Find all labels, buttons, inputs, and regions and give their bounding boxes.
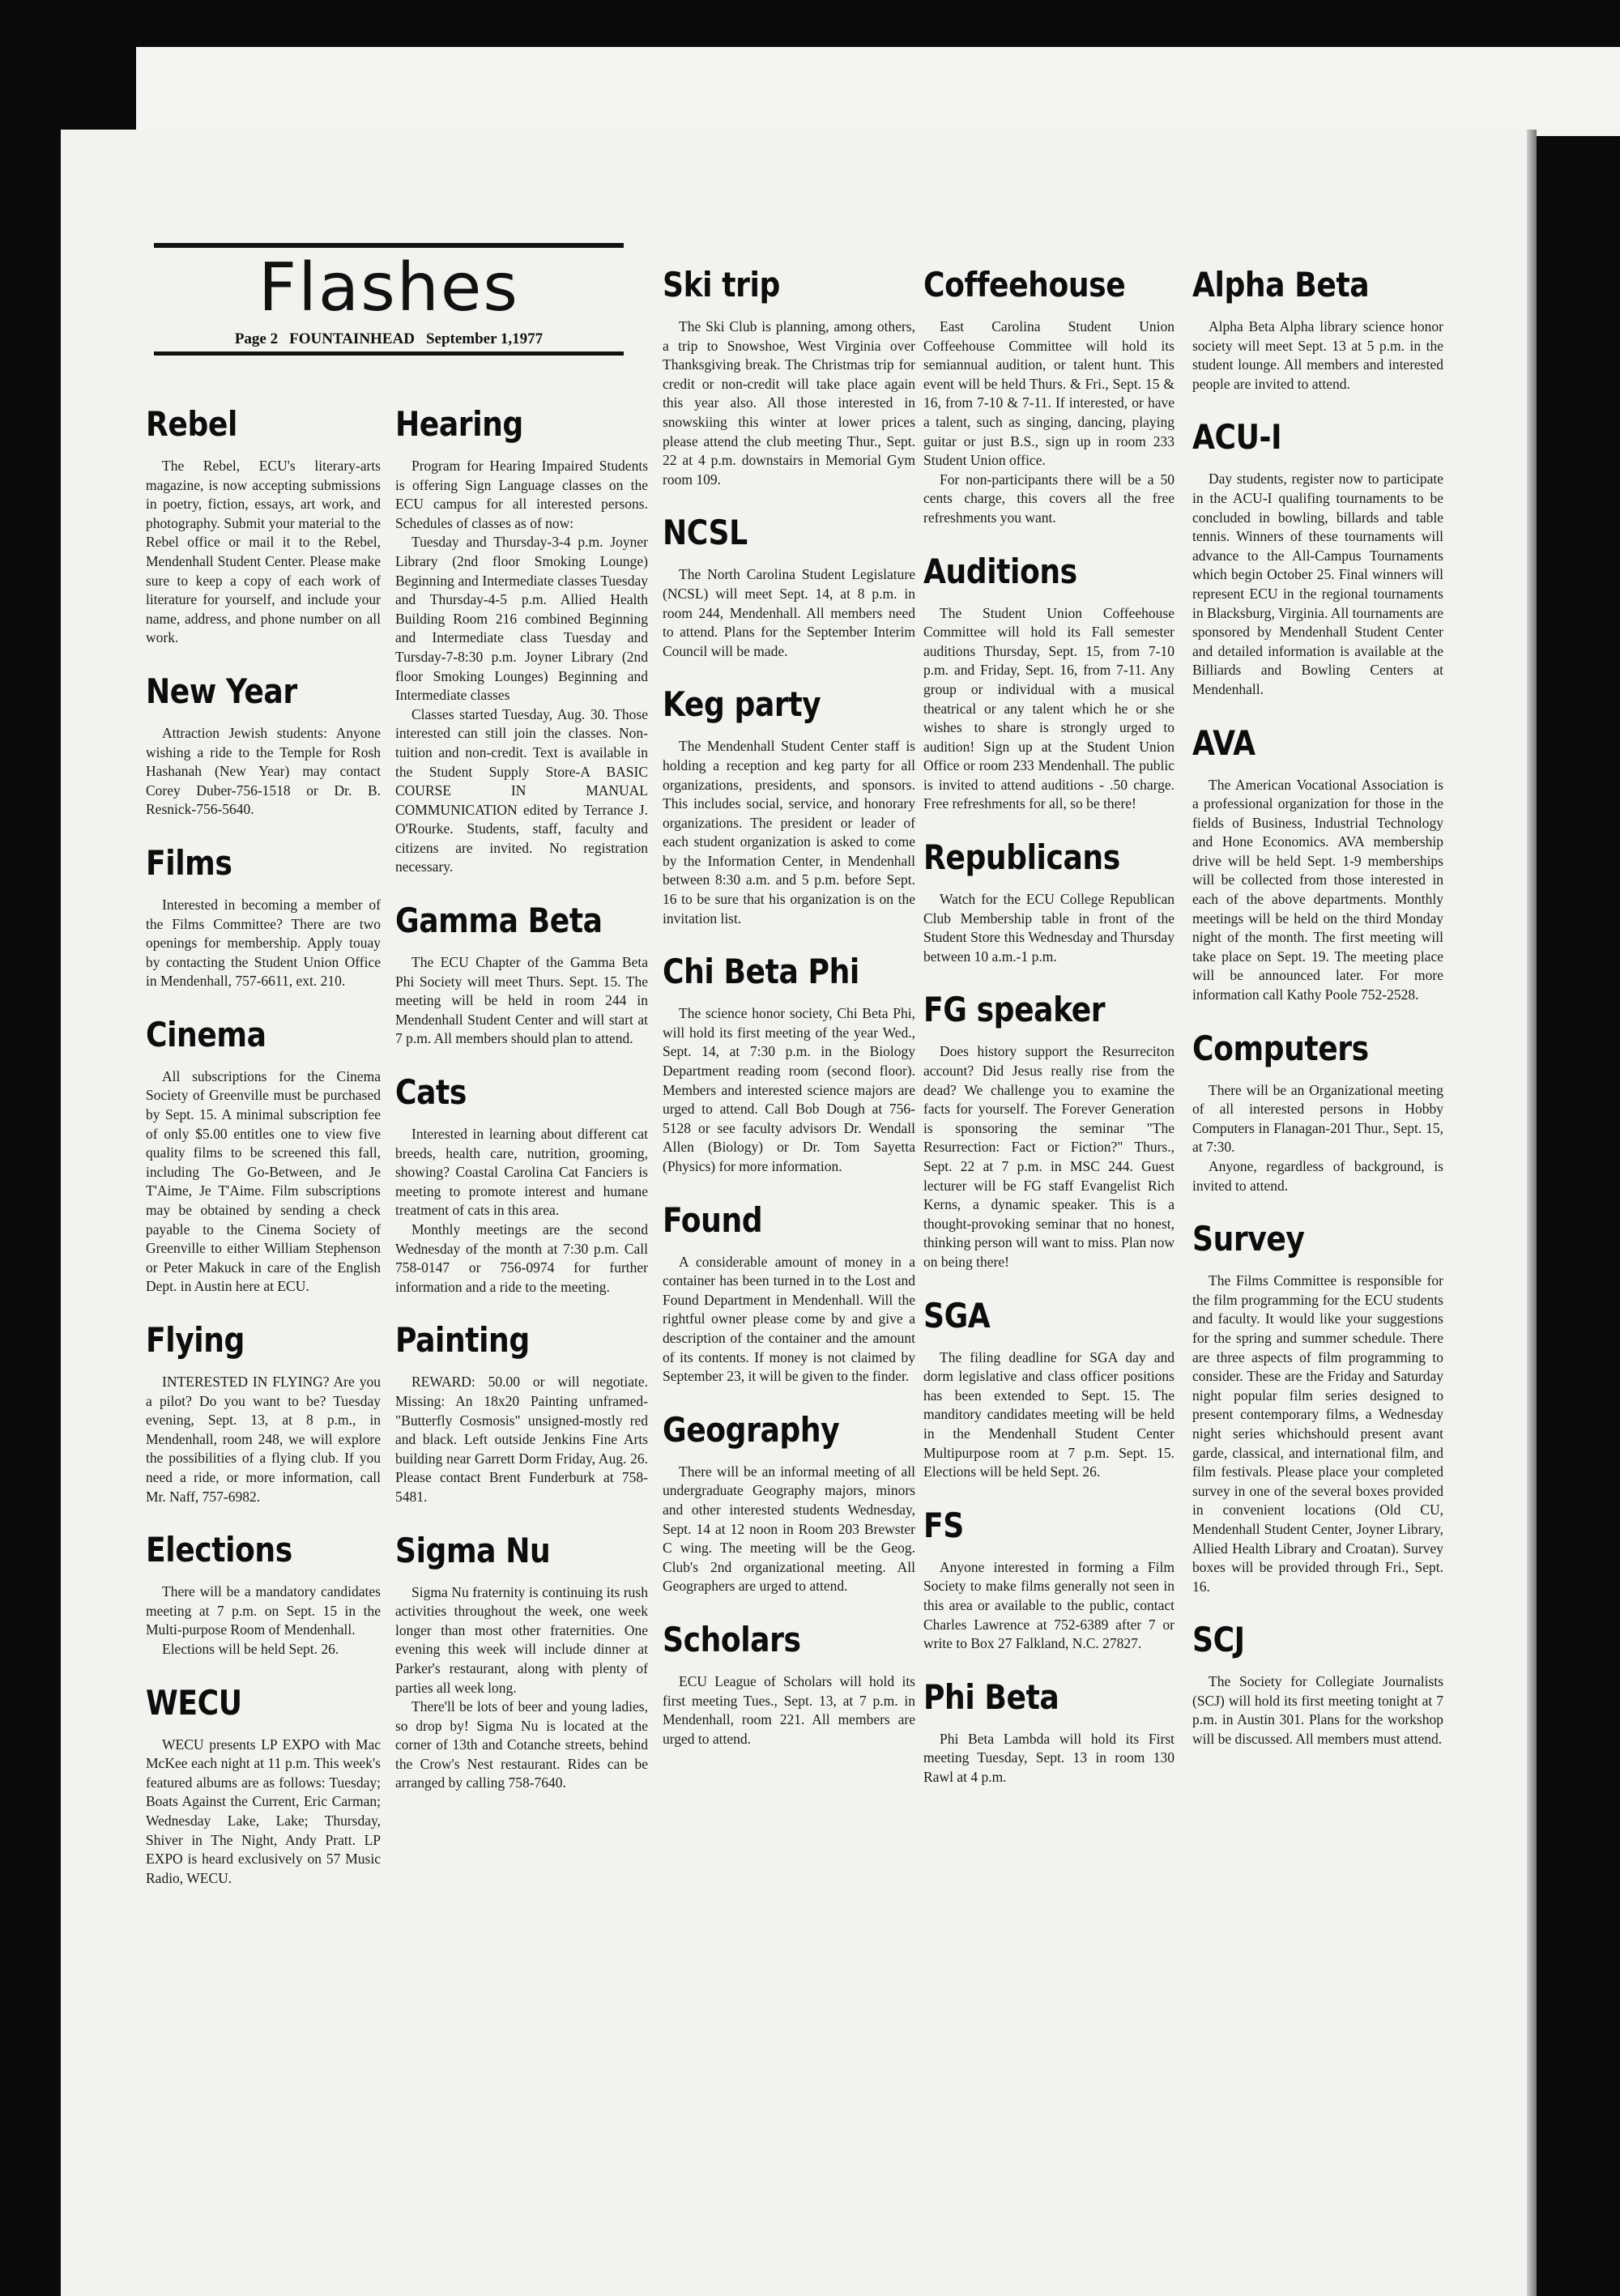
article-headline: Coffeehouse <box>923 265 1126 305</box>
article <box>395 901 648 1049</box>
article-body: Interested in learning about different cat breeds, health care, nutrition, grooming, showing? Coastal Carolina Cat Fanciers is meeting to promote interest and humane treatment of cats in this area. <box>395 1126 648 1219</box>
article-body: The American Vocational Association is a professional organization for those in the fields of Business, Industrial Technology and Hone Economics. AVA membership drive will be held Sept. 1-9 memberships will be collected from those interested in each of the above departments. Monthly meetings will be held on the third Monday night of the month. The first meeting will take place on Sept. 19. The meeting place will be announced later. For more information call Kathy Poole 752-2528. <box>1192 776 1443 1003</box>
article-body: Watch for the ECU College Republican Club Membership table in front of the Student Store this Wednesday and Thursday between 10 a.m.-1 p.m. <box>923 891 1174 965</box>
article <box>663 952 915 1176</box>
article-body: WECU presents LP EXPO with Mac McKee each night at 11 p.m. This week's featured albums are as follows: Tuesday; Boats Against the Current, Eric Carman; Wednesday Lake, Lake; Thursday, Shiver in The Night, Andy Pratt. LP EXPO is heard exclusively on 57 Music Radio, WECU. <box>146 1736 381 1886</box>
article-headline: Flying <box>146 1320 245 1360</box>
article <box>923 990 1174 1272</box>
article-body: Day students, register now to participate in the ACU-I qualifing tournaments to be concluded in bowling, billards and table tennis. Winners of these tournaments will advance to the All-Campus Tournaments which begin October 25. Final winners will represent ECU in the regional tournaments in Blacksburg, Virginia. All tournaments are sponsored by Mendenhall Student Center and detailed information is available at the Billiards and Bowling Centers at Mendenhall. <box>1192 471 1443 697</box>
article-headline: Auditions <box>923 551 1077 591</box>
article-headline: FG speaker <box>923 990 1106 1030</box>
article-headline: NCSL <box>663 513 748 553</box>
article <box>1192 1220 1443 1596</box>
column-4 <box>923 266 1174 1811</box>
article-body: There will be an Organizational meeting of all interested persons in Hobby Computers in Flanagan-201 Thur., Sept. 15, at 7:30. <box>1192 1081 1443 1156</box>
article-headline: Found <box>663 1199 763 1240</box>
issue-date: September 1,1977 <box>425 330 544 347</box>
article-headline: ACU-I <box>1192 417 1282 458</box>
article <box>146 672 381 820</box>
article <box>663 513 915 661</box>
article <box>923 552 1174 815</box>
article-headline: Survey <box>1192 1219 1305 1259</box>
page-label: Page 2 <box>234 330 279 347</box>
article <box>663 1201 915 1387</box>
article <box>663 266 915 489</box>
article-body: Anyone, regardless of background, is invited to attend. <box>1192 1158 1443 1194</box>
dateline <box>154 330 624 351</box>
article-headline: Rebel <box>146 404 237 444</box>
article <box>1192 418 1443 699</box>
article <box>146 1321 381 1506</box>
article <box>923 266 1174 528</box>
article <box>146 1531 381 1659</box>
article-body: The Mendenhall Student Center staff is holding a reception and keg party for all organizations, presidents, and sponsors. This includes social, service, and honorary organizations. The president or leader of each student organization is asked to come by the Information Center, in Mendenhall between 8:30 a.m. and 5 p.m. before Sept. 16 to be sure that his organization is on the invitation list. <box>663 738 915 926</box>
article-headline: Alpha Beta <box>1192 265 1370 305</box>
article-headline: Republicans <box>923 837 1120 878</box>
article-headline: New Year <box>146 671 297 711</box>
article-body: The Films Committee is responsible for the film programming for the ECU students and faculty. It would like your suggestions for the spring and summer schedule. There are three aspects of film programming to consider. These are the Friday and Saturday night popular film series designed to present contemporary films, a Wednesday night series whichshould present avant garde, classical, and international film, and film festivals. Please place your completed survey in one of the several boxes provided in convenient locations (Old CU, Mendenhall Student Center, Joyner Library, Allied Health Library and Croatan). Survey boxes will be provided through Fri., Sept. 16. <box>1192 1272 1443 1595</box>
article-body: There'll be lots of beer and young ladies, so drop by! Sigma Nu is located at the corner of 13th and Cotanche streets, behind the Crow's Nest restaurant. Rides can be arranged by calling 758-7640. <box>395 1698 648 1791</box>
page-edge-shadow <box>1527 130 1537 2296</box>
article <box>923 1506 1174 1654</box>
article <box>146 1016 381 1297</box>
article <box>923 838 1174 966</box>
article-headline: Chi Beta Phi <box>663 952 859 992</box>
article-headline: Hearing <box>395 404 523 444</box>
article <box>1192 1029 1443 1196</box>
paper-name: FOUNTAINHEAD <box>289 330 415 347</box>
article-headline: WECU <box>146 1682 242 1723</box>
article-headline: SGA <box>923 1295 991 1335</box>
article <box>146 844 381 991</box>
article-headline: Elections <box>146 1530 292 1570</box>
article-body: Anyone interested in forming a Film Society to make films generally not seen in this area or available to the public, contact Charles Lawrence at 752-6389 after 7 or write to Box 27 Falkland, N.C. 27827. <box>923 1558 1174 1652</box>
article-body: For non-participants there will be a 50 cents charge, this covers all the free refreshments you want. <box>923 471 1174 526</box>
article-body: Phi Beta Lambda will hold its First meeting Tuesday, Sept. 13 in room 130 Rawl at 4 p.m. <box>923 1730 1174 1785</box>
article-body: A considerable amount of money in a container has been turned in to the Lost and Found Department in Mendenhall. Will the rightful owner please come by and give a description of the container and the amount of its contents. If money is not claimed by September 23, it will be given to the finder. <box>663 1253 915 1385</box>
article-headline: Painting <box>395 1320 530 1361</box>
article-body: The North Carolina Student Legislature (NCSL) will meet Sept. 14, at 8 p.m. in room 244, Mendenhall. All members need to attend. Plans for the September Interim Council will be made. <box>663 566 915 659</box>
article-headline: Cats <box>395 1072 467 1113</box>
article-headline: Cinema <box>146 1014 266 1054</box>
article <box>1192 266 1443 394</box>
article-body: The Rebel, ECU's literary-arts magazine, is now accepting submissions in poetry, fiction, essays, art work, and photography. Submit your material to the Rebel office or mail it to the Rebel, Mendenhall Student Center. Please make sure to keep a copy of each work of literature for yourself, and include your name, address, and phone number on all work. <box>146 458 381 646</box>
article-headline: Phi Beta <box>923 1676 1059 1717</box>
article-headline: Keg party <box>663 684 821 725</box>
article-body: Interested in becoming a member of the Films Committee? There are two openings for membership. Apply touay by contacting the Student Union Office in Mendenhall, 757-6611, ext. 210. <box>146 896 381 990</box>
article-body: The science honor society, Chi Beta Phi, will hold its first meeting of the year Wed., Sept. 14, at 7:30 p.m. in the Biology Department reading room (second floor). Members and interested science majors are urged to attend. Call Bob Dough at 756-5128 or see faculty advisors Dr. Wendall Allen (Biology) or Dr. Tom Sayetta (Physics) for more information. <box>663 1005 915 1174</box>
column-1 <box>146 405 381 1912</box>
article-headline: Scholars <box>663 1619 801 1659</box>
article <box>395 1531 648 1794</box>
back-sheet <box>136 47 1620 136</box>
article-body: Attraction Jewish students: Anyone wishing a ride to the Temple for Rosh Hashanah (New Year) may contact Corey Duber-756-1518 or Dr. B. Resnick-756-5640. <box>146 724 381 818</box>
masthead-top-rule <box>154 243 624 248</box>
article-body: There will be an informal meeting of all undergraduate Geography majors, minors and other interested students Wednesday, Sept. 14 at 12 noon in Room 203 Brewster C wing. The meeting will be the Geog. Club's 2nd organizational meeting. All Geographers are urged to attend. <box>663 1463 915 1595</box>
article <box>395 1073 648 1297</box>
article-body: REWARD: 50.00 or will negotiate. Missing: An 18x20 Painting unframed- "Butterfly Cosmosis" unsigned-mostly red and black. Left outside Jenkins Fine Arts building near Garrett Dorm Friday, Aug. 26. Please contact Brent Funderburk at 758-5481. <box>395 1374 648 1505</box>
article <box>923 1297 1174 1482</box>
article-body: Elections will be held Sept. 26. <box>162 1640 339 1657</box>
column-3 <box>663 266 915 1773</box>
article-body: Alpha Beta Alpha library science honor society will meet Sept. 13 at 5 p.m. in the student lounge. All members and interested people are invited to attend. <box>1192 318 1443 392</box>
article-body: The Society for Collegiate Journalists (SCJ) will hold its first meeting tonight at 7 p.m. in Austin 301. Plans for the workshop will be discussed. All members must attend. <box>1192 1673 1443 1748</box>
article-headline: Gamma Beta <box>395 901 603 941</box>
article-body: Does history support the Resurreciton account? Did Jesus really rise from the dead? We challenge you to examine the facts for yourself. The Forever Generation is sponsoring the seminar "The Resurrection: Fact or Fiction?" Thurs., Sept. 22 at 7 p.m. in MSC 244. Guest lecturer will be FG staff Evangelist Rich Kerns, a dynamic speaker. This is a thought-provoking seminar that no honest, thinking person will want to miss. Plan now on being there! <box>923 1043 1174 1270</box>
article-headline: SCJ <box>1192 1620 1245 1660</box>
article-body: There will be a mandatory candidates meeting at 7 p.m. on Sept. 15 in the Multi-purpose Room of Mendenhall. <box>146 1583 381 1638</box>
article-body: Sigma Nu fraternity is continuing its rush activities throughout the week, one week longer than most other fraternities. One evening this week will include dinner at Parker's restaurant, along with plenty of parties all week long. <box>395 1583 648 1696</box>
column-2 <box>395 405 648 1817</box>
article-body: The Student Union Coffeehouse Committee will hold its Fall semester auditions Thursday, Sept. 15, from 7-10 p.m. and Friday, Sept. 16, from 7-11. Any group or individual with a musical theatrical or any talent which he or she wishes to share is strongly urged to audition! Sign up at the Student Union Office or room 233 Mendenhall. The public is invited to attend auditions - .50 charge. Free refreshments for all, so be there! <box>923 604 1174 812</box>
article-headline: AVA <box>1192 722 1256 763</box>
article-body: East Carolina Student Union Coffeehouse Committee will hold its semiannual audition, or talent hunt. This event will be held Thurs. & Fri., Sept. 15 & 16, from 7-10 & 7-11. If interested, or have a talent, such as singing, dancing, playing guitar or just B.S., sign up in room 233 Student Union office. <box>923 318 1174 469</box>
article <box>146 405 381 648</box>
article <box>1192 724 1443 1005</box>
article-headline: Films <box>146 842 232 883</box>
article-body: ECU League of Scholars will hold its first meeting Tues., Sept. 13, at 7 p.m. in Mendenhall, room 221. All members are urged to attend. <box>663 1672 915 1747</box>
article-headline: Ski trip <box>663 265 780 305</box>
masthead <box>154 243 624 356</box>
article-body: Tuesday and Thursday-3-4 p.m. Joyner Library (2nd floor Smoking Lounge) Beginning and Intermediate classes Tuesday and Thursday-4-5 p.m. Allied Health Building Room 216 combined Beginning and Intermediate class Tuesday and Tursday-7-8:30 p.m. Joyner Library (2nd floor Smoking Lounges) Beginning and Intermediate classes <box>395 534 648 704</box>
section-title: Flashes <box>258 249 520 326</box>
article <box>663 685 915 928</box>
article-headline: Sigma Nu <box>395 1530 551 1570</box>
article <box>923 1678 1174 1787</box>
article <box>663 1411 915 1596</box>
article-body: Program for Hearing Impaired Students is offering Sign Language classes on the ECU campus for all interested persons. Schedules of classes as of now: <box>395 458 648 531</box>
masthead-bottom-rule <box>154 351 624 356</box>
column-5 <box>1192 266 1443 1774</box>
article-body: The ECU Chapter of the Gamma Beta Phi Society will meet Thurs. Sept. 15. The meeting will be held in room 244 in Mendenhall Student Center and will start at 7 p.m. All members should plan to attend. <box>395 954 648 1047</box>
article-headline: FS <box>923 1505 964 1545</box>
article <box>663 1621 915 1749</box>
article-body: All subscriptions for the Cinema Society of Greenville must be purchased by Sept. 15. A minimal subscription fee of only $5.00 entitles one to view five quality films to be screened this fall, including The Go-Between, and Je T'Aime, Je T'Aime. Film subscriptions may be obtained by sending a check payable to the Cinema Society of Greenville to either William Stephenson or Peter Makuck in care of the English Dept. in Austin here at ECU. <box>146 1067 381 1295</box>
article-body: Classes started Tuesday, Aug. 30. Those interested can still join the classes. Non-tuition and non-credit. Text is available in the Student Supply Store-A BASIC COURSE IN MANUAL COMMUNICATION edited by Terrance J. O'Rourke. Students, staff, faculty and citizens are invited. No registration necessary. <box>395 705 648 875</box>
article-body: The filing deadline for SGA day and dorm legislative and class officer positions has been extended to Sept. 15. The manditory candidates meeting will be held in the Mendenhall Student Center Multipurpose room at 7 p.m. Sept. 15. Elections will be held Sept. 26. <box>923 1348 1174 1480</box>
article <box>395 405 648 877</box>
article-headline: Geography <box>663 1409 840 1450</box>
article-body: Monthly meetings are the second Wednesday of the month at 7:30 p.m. Call 758-0147 or 756-0974 for further information and a ride to the meeting. <box>395 1221 648 1295</box>
article-headline: Computers <box>1192 1028 1369 1068</box>
article <box>146 1684 381 1889</box>
article <box>1192 1621 1443 1749</box>
article-body: The Ski Club is planning, among others, a trip to Snowshoe, West Virginia over Thanksgiving break. The Christmas trip for credit or non-credit will take place again this year also. All those interested in snowskiing this winter at lower prices please attend the club meeting Thur., Sept. 22 at 4 p.m. downstairs in Memorial Gym room 109. <box>663 318 915 488</box>
article-body: INTERESTED IN FLYING? Are you a pilot? Do you want to be? Tuesday evening, Sept. 13, at 8 p.m., in Mendenhall, room 248, we will explore the possibilities of a flying club. If you need a ride, or more information, call Mr. Naff, 757-6982. <box>146 1374 381 1505</box>
article <box>395 1321 648 1506</box>
